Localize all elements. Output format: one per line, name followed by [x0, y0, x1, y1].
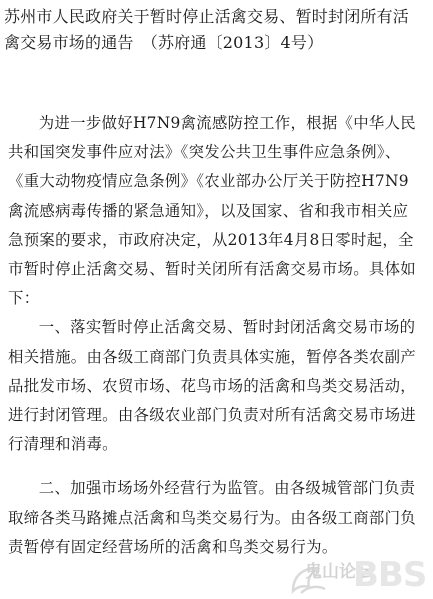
watermark-logo-icon [287, 561, 329, 597]
document-body [8, 109, 420, 562]
paragraph-section-2: 二、加强市场场外经营行为监管。由各级城管部门负责取缔各类马路摊点活禽和鸟类交易行为。由各级工商部门负责暂停有固定经营场所的活禽和鸟类交易行为。 [8, 479, 416, 556]
watermark-cn-text: 鬼山论坛 [305, 562, 373, 582]
watermark-latin-text: BBS [353, 555, 427, 595]
paragraph-intro: 为进一步做好H7N9禽流感防控工作，根据《中华人民共和国突发事件应对法》《突发公共卫生事件应急条例》、《重大动物疫情应急条例》《农业部办公厅关于防控H7N9禽流感病毒传播的紧急通知》，以及国家、省和我市相关应急预案的要求，市政府决定，从2013年4月8日零时起，全市暂时停止活禽交易、暂时关闭所有活禽交易市场。具体如下： [8, 114, 416, 308]
document-title: 苏州市人民政府关于暂时停止活禽交易、暂时封闭所有活禽交易市场的通告 （苏府通〔2013〕4号） [4, 7, 410, 52]
paragraph-section-1: 一、落实暂时停止活禽交易、暂时封闭活禽交易市场的相关措施。由各级工商部门负责具体实施，暂停各类农副产品批发市场、农贸市场、花鸟市场的活禽和鸟类交易活动，进行封闭管理。由各级农业部门负责对所有活禽交易市场进行清理和消毒。 [8, 318, 416, 454]
